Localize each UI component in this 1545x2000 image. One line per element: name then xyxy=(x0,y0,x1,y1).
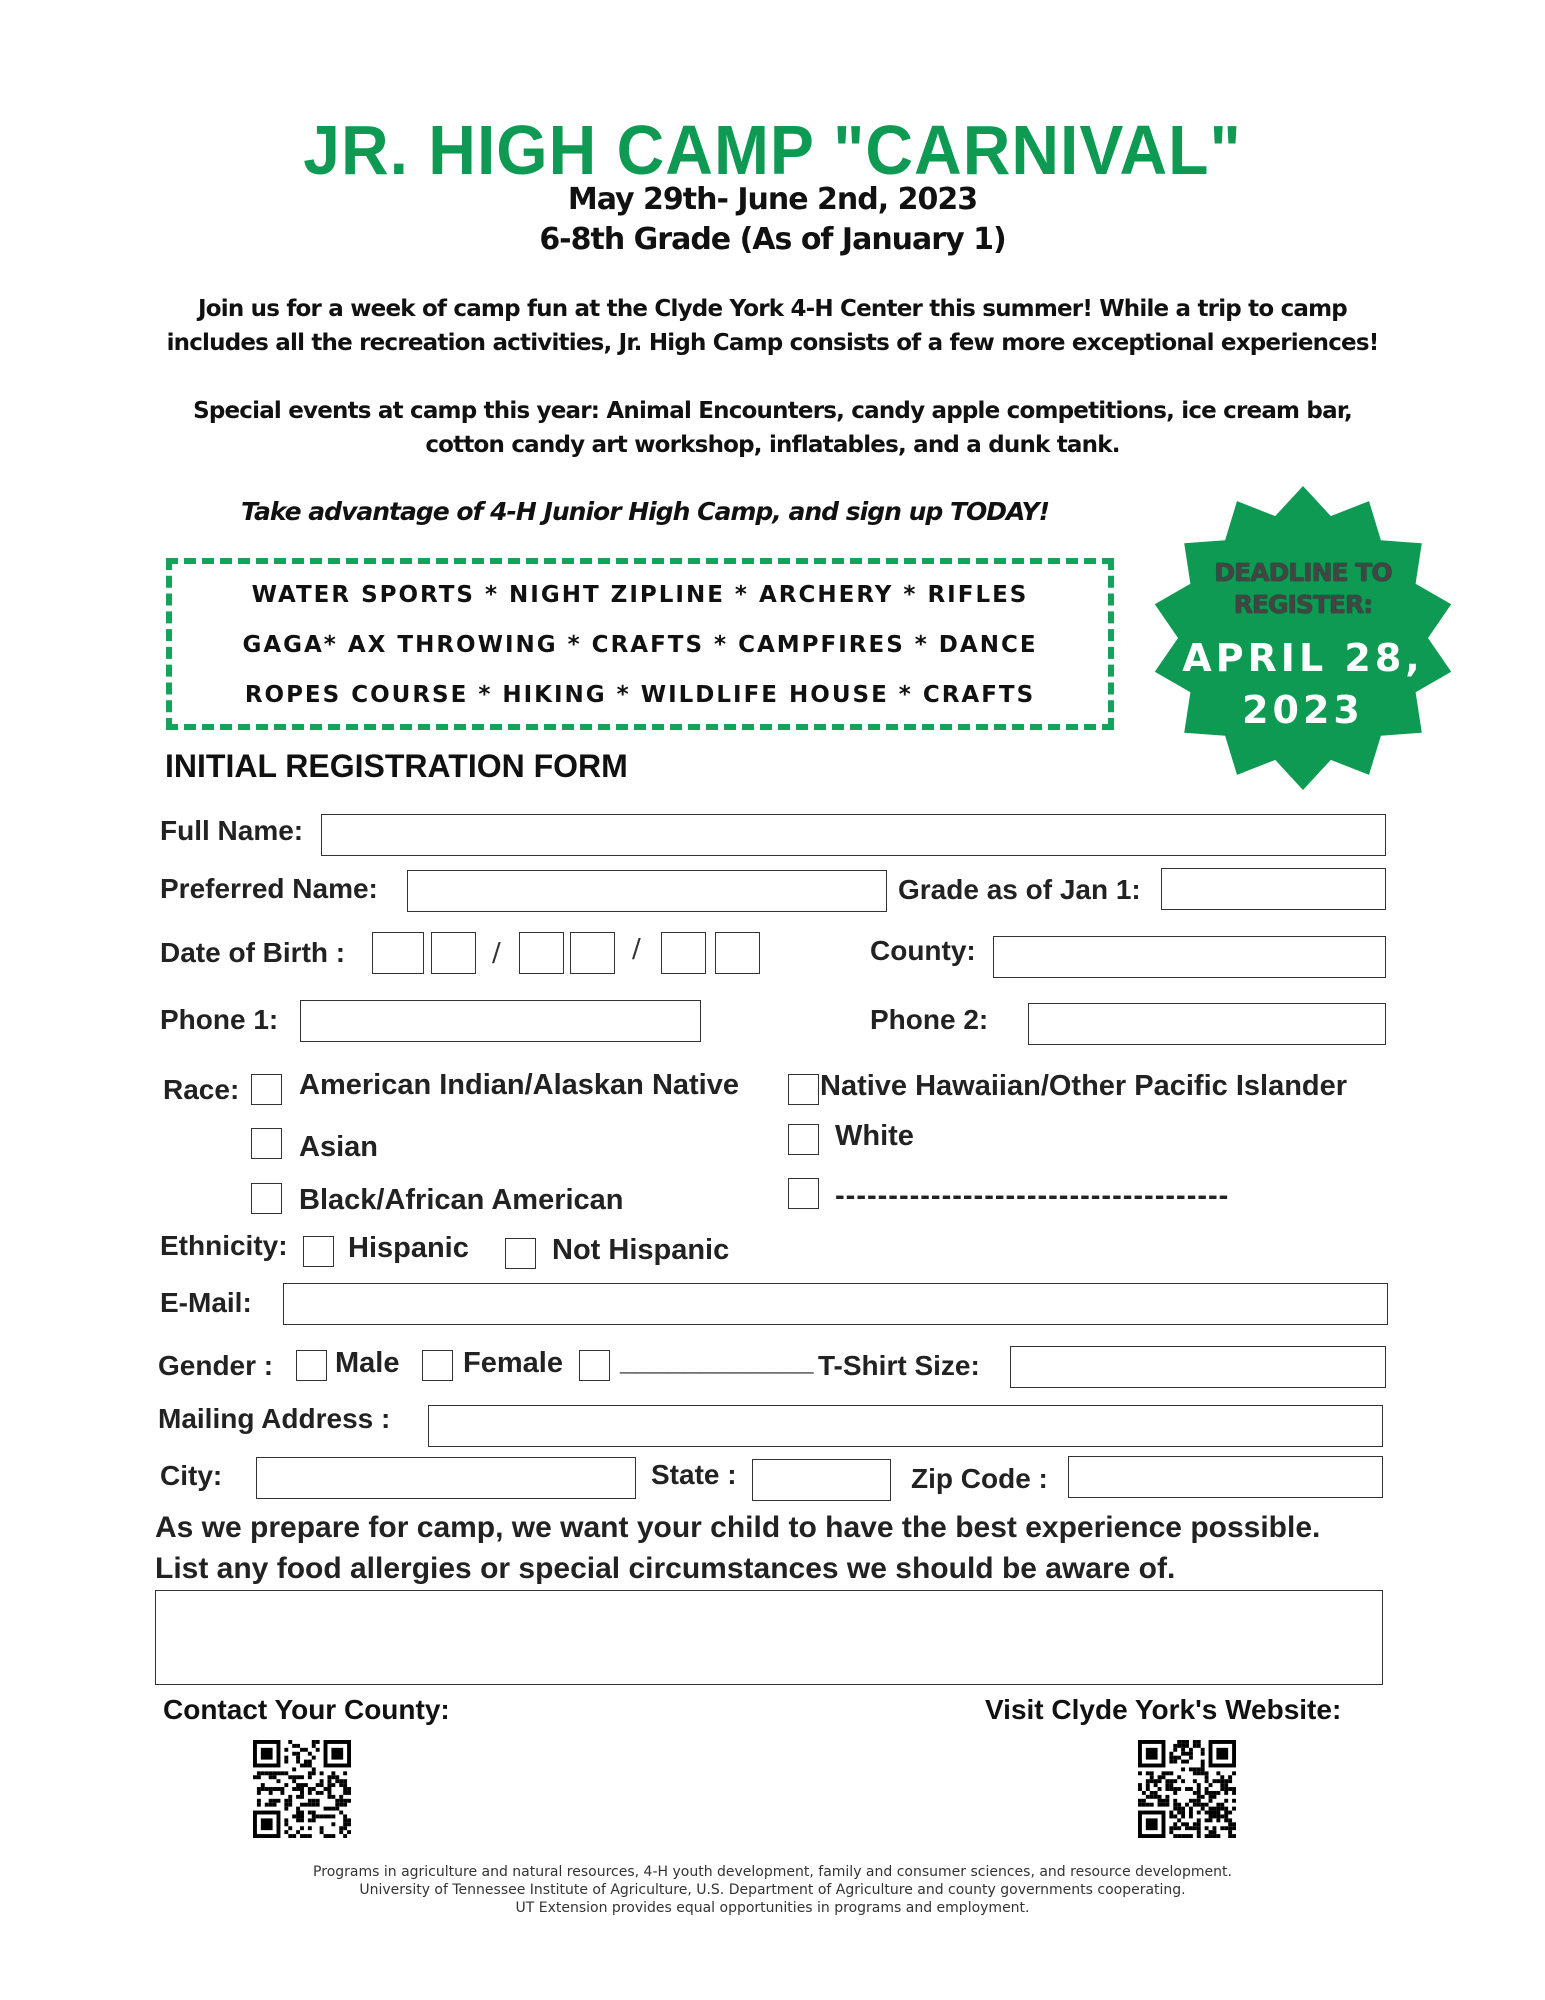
dob-month-digit-1[interactable] xyxy=(372,932,424,974)
deadline-label-2: REGISTER: xyxy=(1233,590,1373,619)
grade-label: Grade as of Jan 1: xyxy=(898,874,1141,905)
gender-other-checkbox[interactable] xyxy=(579,1350,610,1381)
activities-line-2: GAGA* AX THROWING * CRAFTS * CAMPFIRES * DANCE xyxy=(242,632,1038,658)
tshirt-field[interactable] xyxy=(1010,1346,1386,1388)
footer-line-1: Programs in agriculture and natural resources, 4-H youth development, family and consumer sciences, and resource development. xyxy=(313,1864,1232,1880)
allergies-textarea[interactable] xyxy=(155,1590,1383,1685)
race-black-checkbox[interactable] xyxy=(251,1183,282,1214)
city-label: City: xyxy=(160,1460,223,1491)
form-title: INITIAL REGISTRATION FORM xyxy=(165,748,628,784)
intro-line-1: Join us for a week of camp fun at the Clyde York 4-H Center this summer! While a trip to camp xyxy=(198,296,1347,322)
phone-1-field[interactable] xyxy=(300,1000,701,1042)
website-qr-code[interactable] xyxy=(1138,1740,1236,1838)
gender-label: Gender : xyxy=(158,1350,274,1381)
county-label: County: xyxy=(870,935,976,966)
ethnicity-hispanic-checkbox[interactable] xyxy=(303,1236,334,1267)
special-events-line-2: cotton candy art workshop, inflatables, and a dunk tank. xyxy=(425,432,1120,458)
ethnicity-not-hispanic-checkbox[interactable] xyxy=(505,1238,536,1269)
race-american-indian-checkbox[interactable] xyxy=(251,1074,282,1105)
grade-range: 6-8th Grade (As of January 1) xyxy=(539,222,1006,257)
qr-code-icon xyxy=(1138,1740,1236,1838)
phone-2-label: Phone 2: xyxy=(870,1004,989,1035)
mailing-address-field[interactable] xyxy=(428,1405,1383,1447)
dob-year-digit-2[interactable] xyxy=(715,932,760,974)
county-qr-code[interactable] xyxy=(253,1740,351,1838)
zip-label: Zip Code : xyxy=(911,1463,1048,1494)
allergies-prompt-line-1: As we prepare for camp, we want your child to have the best experience possible. xyxy=(155,1511,1321,1544)
dob-day-digit-2[interactable] xyxy=(570,932,615,974)
race-asian-checkbox[interactable] xyxy=(251,1128,282,1159)
gender-female-checkbox[interactable] xyxy=(422,1350,453,1381)
race-white-label: White xyxy=(835,1120,914,1152)
activities-line-1: WATER SPORTS * NIGHT ZIPLINE * ARCHERY * RIFLES xyxy=(251,582,1029,608)
intro-line-2: includes all the recreation activities, Jr. High Camp consists of a few more exceptional experiences! xyxy=(166,330,1379,356)
gender-male-checkbox[interactable] xyxy=(296,1350,327,1381)
deadline-label-1: DEADLINE TO xyxy=(1214,558,1392,587)
state-field[interactable] xyxy=(752,1459,891,1501)
phone-1-label: Phone 1: xyxy=(160,1004,279,1035)
mailing-address-label: Mailing Address : xyxy=(158,1403,391,1434)
race-label: Race: xyxy=(163,1074,240,1105)
deadline-date-1: APRIL 28, xyxy=(1182,636,1424,680)
activities-line-3: ROPES COURSE * HIKING * WILDLIFE HOUSE * CRAFTS xyxy=(244,682,1036,708)
page-title: JR. HIGH CAMP "CARNIVAL" xyxy=(303,111,1242,189)
dob-year-digit-1[interactable] xyxy=(661,932,706,974)
ethnicity-hispanic-label: Hispanic xyxy=(348,1232,469,1264)
qr-code-icon xyxy=(253,1740,351,1838)
race-american-indian-label: American Indian/Alaskan Native xyxy=(299,1069,739,1101)
race-white-checkbox[interactable] xyxy=(788,1124,819,1155)
race-black-label: Black/African American xyxy=(299,1184,624,1216)
website-label: Visit Clyde York's Website: xyxy=(985,1694,1342,1725)
dob-day-digit-1[interactable] xyxy=(519,932,564,974)
race-native-hawaiian-checkbox[interactable] xyxy=(788,1074,819,1105)
tshirt-label: T-Shirt Size: xyxy=(818,1350,980,1381)
phone-2-field[interactable] xyxy=(1028,1003,1386,1045)
race-asian-label: Asian xyxy=(299,1131,378,1163)
dob-month-digit-2[interactable] xyxy=(431,932,476,974)
full-name-label: Full Name: xyxy=(160,815,304,846)
gender-female-label: Female xyxy=(463,1347,563,1379)
zip-field[interactable] xyxy=(1068,1456,1383,1498)
full-name-field[interactable] xyxy=(321,814,1386,856)
preferred-name-label: Preferred Name: xyxy=(160,873,378,904)
gender-male-label: Male xyxy=(335,1347,400,1379)
grade-field[interactable] xyxy=(1161,868,1386,910)
ethnicity-not-hispanic-label: Not Hispanic xyxy=(552,1234,730,1266)
deadline-badge xyxy=(1148,478,1458,798)
call-to-action: Take advantage of 4-H Junior High Camp, and sign up TODAY! xyxy=(240,497,1050,526)
city-field[interactable] xyxy=(256,1457,636,1499)
camp-dates: May 29th- June 2nd, 2023 xyxy=(567,182,978,217)
gender-other-blank[interactable]: ____________ xyxy=(620,1345,814,1377)
footer-line-2: University of Tennessee Institute of Agriculture, U.S. Department of Agriculture and county governments cooperating. xyxy=(359,1882,1186,1898)
email-label: E-Mail: xyxy=(160,1287,252,1318)
preferred-name-field[interactable] xyxy=(407,870,887,912)
dob-label: Date of Birth : xyxy=(160,937,346,968)
state-label: State : xyxy=(651,1459,737,1490)
special-events-line-1: Special events at camp this year: Animal Encounters, candy apple competitions, ice cream bar, xyxy=(193,398,1352,424)
race-other-blank[interactable]: ------------------------------------- xyxy=(835,1180,1230,1212)
county-field[interactable] xyxy=(993,936,1386,978)
allergies-prompt-line-2: List any food allergies or special circumstances we should be aware of. xyxy=(155,1552,1176,1585)
activities-box xyxy=(166,558,1114,730)
contact-county-label: Contact Your County: xyxy=(163,1694,450,1725)
footer-line-3: UT Extension provides equal opportunities in programs and employment. xyxy=(515,1900,1030,1916)
dob-separator: / xyxy=(492,938,501,968)
ethnicity-label: Ethnicity: xyxy=(160,1230,288,1261)
race-other-checkbox[interactable] xyxy=(788,1178,819,1209)
email-field[interactable] xyxy=(283,1283,1388,1325)
dob-separator: / xyxy=(632,934,641,964)
race-native-hawaiian-label: Native Hawaiian/Other Pacific Islander xyxy=(820,1070,1348,1102)
deadline-date-2: 2023 xyxy=(1242,688,1364,732)
